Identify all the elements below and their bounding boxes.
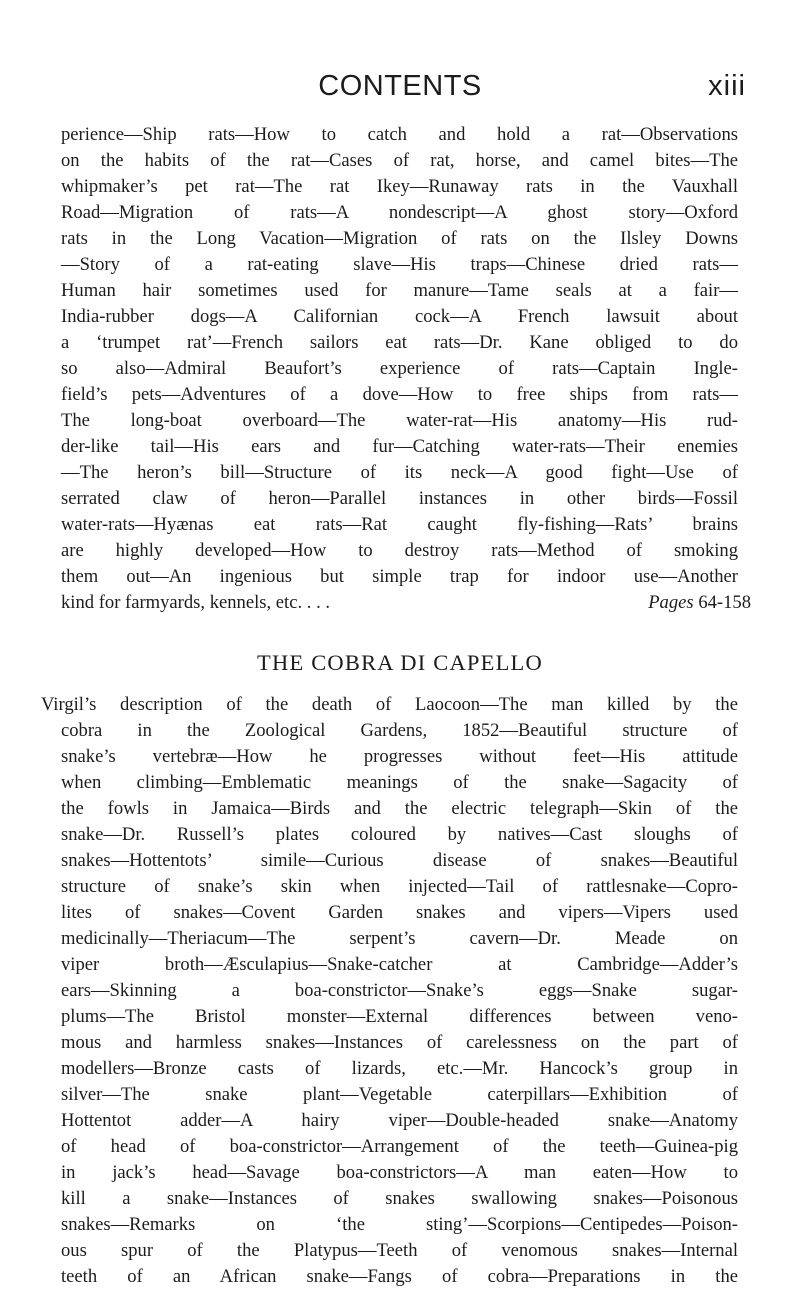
cobra-line: ears—Skinning a boa-constrictor—Snake’s eggs—Snake sugar- — [61, 980, 738, 1001]
cobra-line: snake—Dr. Russell’s plates coloured by natives—Cast sloughs of — [61, 824, 738, 845]
cobra-line: snake’s vertebræ—How he progresses without feet—His attitude — [61, 746, 738, 767]
rats-line: serrated claw of heron—Parallel instances in other birds—Fossil — [61, 488, 738, 509]
rats-line: on the habits of the rat—Cases of rat, horse, and camel bites—The — [61, 150, 738, 171]
running-head — [0, 66, 800, 106]
cobra-line: snakes—Remarks on ‘the sting’—Scorpions—Centipedes—Poison- — [61, 1214, 738, 1235]
cobra-line: plums—The Bristol monster—External differences between veno- — [61, 1006, 738, 1027]
cobra-line: cobra in the Zoological Gardens, 1852—Beautiful structure of — [61, 720, 738, 741]
rats-line: whipmaker’s pet rat—The rat Ikey—Runaway rats in the Vauxhall — [61, 176, 738, 197]
rats-line: them out—An ingenious but simple trap for indoor use—Another — [61, 566, 738, 587]
cobra-line: viper broth—Æsculapius—Snake-catcher at Cambridge—Adder’s — [61, 954, 738, 975]
cobra-line: Hottentot adder—A hairy viper—Double-headed snake—Anatomy — [61, 1110, 738, 1131]
rats-line: rats in the Long Vacation—Migration of rats on the Ilsley Downs — [61, 228, 738, 249]
cobra-line: of head of boa-constrictor—Arrangement of the teeth—Guinea-pig — [61, 1136, 738, 1157]
pages-range-value: 64-158 — [698, 592, 751, 613]
cobra-line: lites of snakes—Covent Garden snakes and vipers—Vipers used — [61, 902, 738, 923]
rats-line: India-rubber dogs—A Californian cock—A French lawsuit about — [61, 306, 738, 327]
cobra-line: mous and harmless snakes—Instances of carelessness on the part of — [61, 1032, 738, 1053]
cobra-line: when climbing—Emblematic meanings of the snake—Sagacity of — [61, 772, 738, 793]
rats-line: perience—Ship rats—How to catch and hold a rat—Observations — [61, 124, 738, 145]
rats-line: Road—Migration of rats—A nondescript—A ghost story—Oxford — [61, 202, 738, 223]
rats-line: a ‘trumpet rat’—French sailors eat rats—Dr. Kane obliged to do — [61, 332, 738, 353]
cobra-line: kill a snake—Instances of snakes swallowing snakes—Poisonous — [61, 1188, 738, 1209]
rats-final-line — [61, 590, 751, 616]
rats-line: der-like tail—His ears and fur—Catching water-rats—Their enemies — [61, 436, 738, 457]
rats-final-text: kind for farmyards, kennels, etc. . . . — [61, 592, 331, 613]
cobra-line: the fowls in Jamaica—Birds and the electric telegraph—Skin of the — [61, 798, 738, 819]
rats-line: —Story of a rat-eating slave—His traps—Chinese dried rats— — [61, 254, 738, 275]
cobra-line: ous spur of the Platypus—Teeth of venomous snakes—Internal — [61, 1240, 738, 1261]
rats-line: —The heron’s bill—Structure of its neck—A good fight—Use of — [61, 462, 738, 483]
rats-line: The long-boat overboard—The water-rat—His anatomy—His rud- — [61, 410, 738, 431]
cobra-line: modellers—Bronze casts of lizards, etc.—Mr. Hancock’s group in — [61, 1058, 738, 1079]
cobra-line: Virgil’s description of the death of Laocoon—The man killed by the — [41, 694, 738, 715]
cobra-line: in jack’s head—Savage boa-constrictors—A man eaten—How to — [61, 1162, 738, 1183]
page-range — [648, 590, 751, 616]
page-number: xiii — [708, 70, 746, 102]
pages-label: Pages — [648, 592, 694, 613]
section-heading: THE COBRA DI CAPELLO — [257, 650, 543, 675]
cobra-line: silver—The snake plant—Vegetable caterpillars—Exhibition of — [61, 1084, 738, 1105]
rats-line: Human hair sometimes used for manure—Tame seals at a fair— — [61, 280, 738, 301]
cobra-line: teeth of an African snake—Fangs of cobra—Preparations in the — [61, 1266, 738, 1287]
rats-line: are highly developed—How to destroy rats—Method of smoking — [61, 540, 738, 561]
rats-line: water-rats—Hyænas eat rats—Rat caught fly-fishing—Rats’ brains — [61, 514, 738, 535]
rats-line: field’s pets—Adventures of a dove—How to free ships from rats— — [61, 384, 738, 405]
cobra-line: medicinally—Theriacum—The serpent’s cavern—Dr. Meade on — [61, 928, 738, 949]
page-title: CONTENTS — [318, 70, 482, 102]
rats-line: so also—Admiral Beaufort’s experience of rats—Captain Ingle- — [61, 358, 738, 379]
cobra-line: snakes—Hottentots’ simile—Curious disease of snakes—Beautiful — [61, 850, 738, 871]
cobra-line: structure of snake’s skin when injected—Tail of rattlesnake—Copro- — [61, 876, 738, 897]
